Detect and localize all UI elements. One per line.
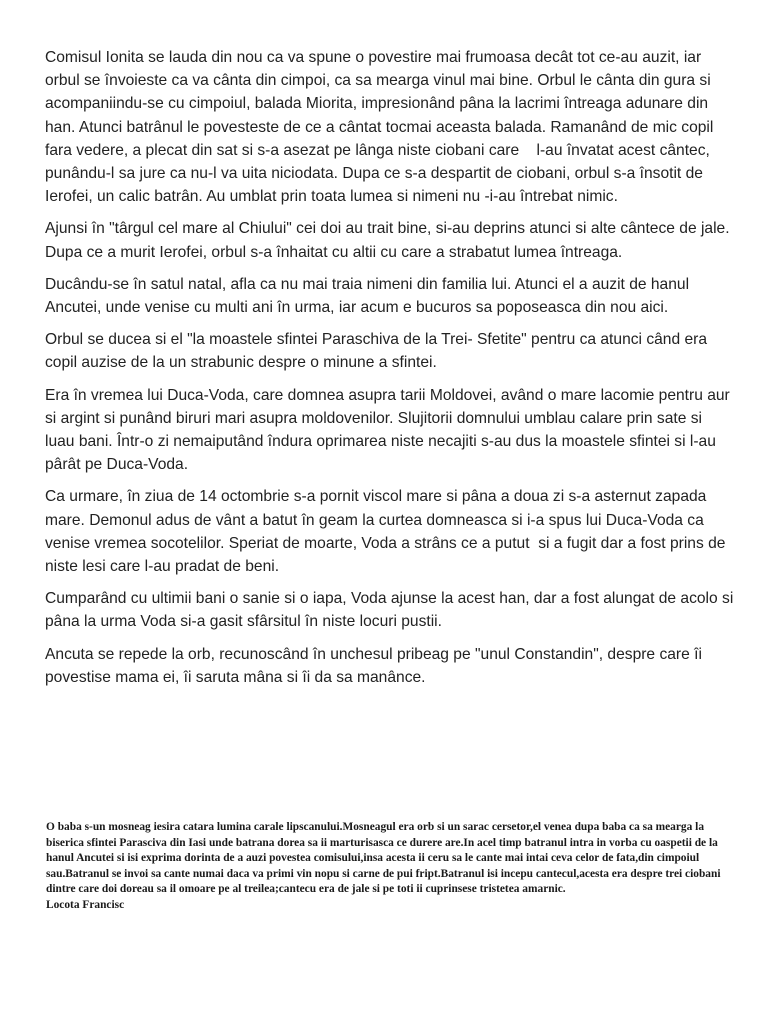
paragraph-7: Cumparând cu ultimii bani o sanie si o iapa, Voda ajunse la acest han, dar a fost alungat de acolo si pâna la urma Voda si-a gasit sfârsitul în niste locuri pustii.: [45, 590, 738, 631]
paragraph-2: Ajunsi în "târgul cel mare al Chiului" cei doi au trait bine, si-au deprins atunci si alte cântece de jale. Dupa ce a murit Ierofei, orbul s-a înhaitat cu altii cu care a strabatut lumea întreaga.: [45, 220, 734, 261]
summary-text: O baba s-un mosneag iesira catara lumina carale lipscanului.Mosneagul era orb si un sarac cersetor,el venea dupa baba ca sa mearga la biserica sfintei Parasciva din Iasi unde batrana dorea sa ii marturisasca ce durere are.In acel timp batranul intra in vorba cu oaspetii de la hanul Ancutei si isi exprima dorinta de a auzi povestea comisului,insa acesta ii ceru sa le cante mai intai ceva celor de fata,din cimpoiul sau.Batranul se invoi sa cante numai daca va primi vin nopu si carne de pui fript.Batranul isi incepu cantecul,acesta era despre trei ciobani dintre care doi doreau sa il omoare pe al treilea;cantecu era de jale si pe toti ii cuprinsese tristetea amarnic.: [46, 821, 721, 896]
author-name: Locota Francisc: [46, 898, 125, 911]
paragraph-1: Comisul Ionita se lauda din nou ca va spune o povestire mai frumoasa decât tot ce-au auzit, iar orbul se învoieste ca va cânta din cimpoi, ca sa mearga vinul mai bine. Orbul le cânta din gura si acompaniindu-se cu cimpoiul, balada Miorita, impresionând pâna la lacrimi întreaga adunare din han. Atunci batrânul le povesteste de ce a cântat tocmai aceasta balada. Ramanând de mic copil fara vedere, a plecat din sat si s-a asezat pe lânga niste ciobani care l-au învatat acest cântec, punându-l sa jure ca nu-l va uita niciodata. Dupa ce s-a despartit de ciobani, orbul s-a însotit de Ierofei, un calic batrân. Au umblat prin toata lumea si nimeni nu -i-au întrebat nimic.: [45, 49, 718, 206]
paragraph-4: Orbul se ducea si el "la moastele sfintei Paraschiva de la Trei- Sfetite" pentru ca atunci când era copil auzise de la un strabunic despre o minune a sfintei.: [45, 331, 712, 372]
paragraph-6: Ca urmare, în ziua de 14 octombrie s-a pornit viscol mare si pâna a doua zi s-a asternut zapada mare. Demonul adus de vânt a batut în geam la curtea domneasca si i-a spus lui Duca-Voda ca venise vremea socotelilor. Speriat de moarte, Voda a strâns ce a putut si a fugit dar a fost prins de niste lesi care l-au pradat de beni.: [45, 488, 730, 576]
paragraph-3: Ducându-se în satul natal, afla ca nu mai traia nimeni din familia lui. Atunci el a auzit de hanul Ancutei, unde venise cu multi ani în urma, iar acum e bucuros sa poposeasca din nou aici.: [45, 275, 693, 317]
summary-block: [46, 820, 736, 914]
paragraph-8: Ancuta se repede la orb, recunoscând în unchesul pribeag pe "unul Constandin", despre care îi povestise mama ei, îi saruta mâna si îi da sa manânce.: [45, 645, 707, 686]
body-text: [45, 46, 738, 698]
paragraph-5: Era în vremea lui Duca-Voda, care domnea asupra tarii Moldovei, având o mare lacomie pentru aur si argint si punând biruri mari asupra moldovenilor. Slujitorii domnului umblau calare prin sate si luau bani. Într-o zi nemaiputând îndura oprimarea niste necajiti s-au dus la moastele sfintei si l-au pârât pe Duca-Voda.: [45, 386, 735, 474]
